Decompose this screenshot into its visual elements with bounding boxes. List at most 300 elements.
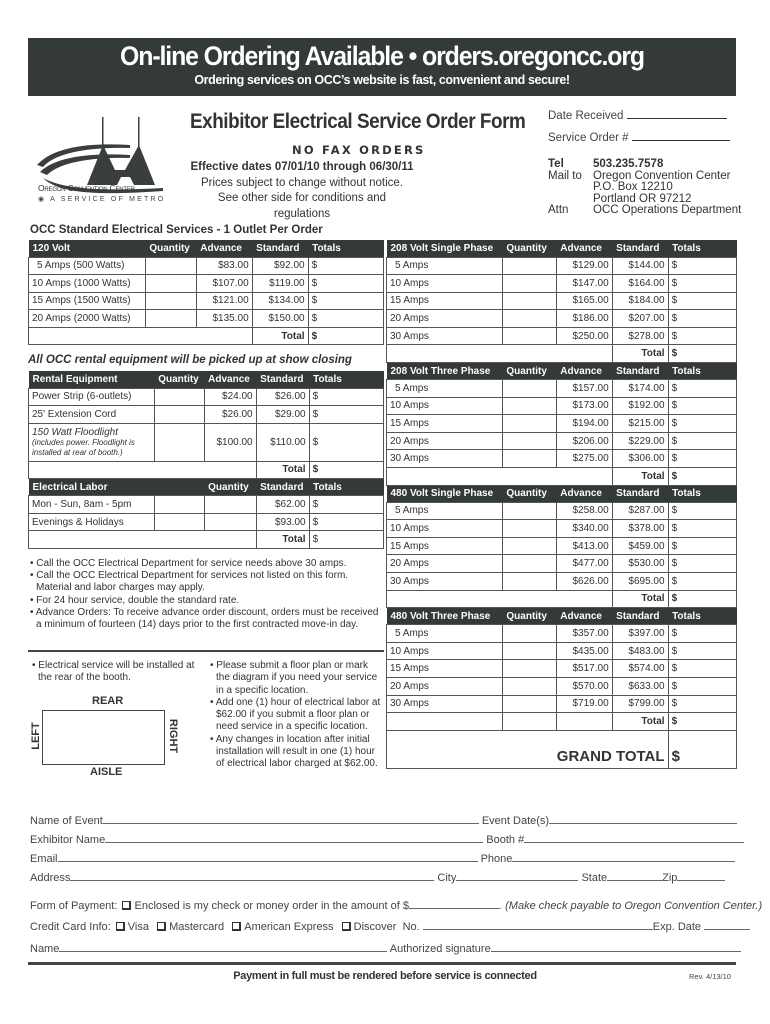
service-notes [28,558,384,631]
quantity-input[interactable] [502,573,556,591]
standard-price: $174.00 [612,380,668,398]
diagram-left-label: LEFT [29,722,42,750]
quantity-input[interactable] [502,380,556,398]
quantity-input[interactable] [502,397,556,415]
booth-diagram[interactable] [42,710,165,765]
advance-price: $107.00 [196,275,252,293]
quantity-input[interactable] [502,327,556,345]
col-advance: Advance [556,363,612,380]
floodlight-label: 150 Watt Floodlight [32,426,118,438]
advance-price: $413.00 [556,537,612,555]
dollar-sign: $ [671,715,678,727]
col-standard: Standard [612,608,668,625]
dollar-sign: $ [311,277,318,289]
col-standard: Standard [256,371,309,388]
col-advance: Advance [556,608,612,625]
note-item: • For 24 hour service, double the standard rate. [30,594,240,606]
conditions-note: See other side for conditions and regulations [217,192,387,220]
quantity-input[interactable] [502,450,556,468]
quantity-input[interactable] [502,292,556,310]
booth-label: Booth # [486,834,525,846]
standard-price: $287.00 [612,502,668,520]
quantity-input[interactable] [145,275,196,293]
quantity-input[interactable] [502,555,556,573]
row-total-input[interactable] [309,513,383,531]
col-advance: Advance [204,371,256,388]
visa-label: Visa [127,921,149,933]
table-row [387,310,737,328]
row-total-input[interactable] [309,388,383,406]
mail-line-2: P.O. Box 12210 [593,181,673,193]
exhibitor-name-label: Exhibitor Name [30,834,106,846]
zip-label: Zip [662,872,678,884]
quantity-input[interactable] [502,502,556,520]
advance-price: $157.00 [556,380,612,398]
col-title: 480 Volt Single Phase [387,485,503,502]
standard-price: $26.00 [256,388,309,406]
row-label: 10 Amps [387,642,503,660]
row-total-input[interactable] [668,642,736,660]
total-row [387,713,737,731]
online-ordering-banner [28,38,736,96]
event-dates-input[interactable] [549,814,737,824]
total-input[interactable] [309,461,383,479]
dollar-sign: $ [671,523,678,535]
quantity-input[interactable] [502,625,556,643]
row-label: 20 Amps [387,310,503,328]
card-number-input[interactable] [423,920,653,930]
dollar-sign: $ [671,313,678,325]
row-total-input[interactable] [308,275,383,293]
logo-tagline-text: A SERVICE OF METRO [50,196,166,203]
table-rental-equipment [28,371,384,549]
check-amount-input[interactable] [409,899,499,909]
dollar-sign: $ [312,534,319,546]
exp-date-input[interactable] [704,920,750,930]
col-title: 208 Volt Single Phase [387,240,503,257]
standard-price: $278.00 [612,327,668,345]
quantity-input[interactable] [204,496,256,514]
standard-price: $306.00 [612,450,668,468]
total-row [387,468,737,486]
row-total-input[interactable] [668,397,736,415]
standard-price: $574.00 [612,660,668,678]
row-total-input[interactable] [668,520,736,538]
row-total-input[interactable] [668,257,736,275]
row-total-input[interactable] [668,555,736,573]
table-header-row [29,479,384,496]
service-order-field[interactable] [548,130,730,144]
advance-price: $517.00 [556,660,612,678]
col-title: Rental Equipment [29,371,155,388]
row-total-input[interactable] [668,292,736,310]
standard-price: $144.00 [612,257,668,275]
row-label: 5 Amps [387,257,503,275]
standard-price: $229.00 [612,432,668,450]
discover-label: Discover [353,921,397,933]
row-total-input[interactable] [668,327,736,345]
event-dates-label: Event Date(s) [481,815,550,827]
table-120-volt [28,240,384,345]
col-totals: Totals [668,608,736,625]
note-item: • Add one (1) hour of electrical labor at $62.00 if you submit a floor plan or need service in a specific location. [210,696,381,733]
standard-price: $530.00 [612,555,668,573]
credit-card-label: Credit Card Info: [30,921,111,933]
row-label: Mon - Sun, 8am - 5pm [29,496,155,514]
quantity-input[interactable] [502,660,556,678]
total-input[interactable] [668,590,736,608]
payment-footer-note: Payment in full must be rendered before service is connected [233,970,537,982]
total-input[interactable] [668,468,736,486]
advance-price: $206.00 [556,432,612,450]
mastercard-checkbox[interactable] [157,922,166,931]
dollar-sign: $ [671,295,678,307]
total-row [29,461,384,479]
exhibitor-row [30,833,744,846]
standard-price: $92.00 [252,257,308,275]
email-input[interactable] [58,852,478,862]
row-label: 15 Amps [387,537,503,555]
row-total-input[interactable] [668,432,736,450]
row-total-input[interactable] [668,502,736,520]
zip-input[interactable] [677,871,725,881]
col-quantity: Quantity [502,608,556,625]
row-total-input[interactable] [668,380,736,398]
advance-price: $719.00 [556,695,612,713]
row-label: 10 Amps [387,397,503,415]
advance-price: $626.00 [556,573,612,591]
col-totals: Totals [309,371,383,388]
advance-price: $129.00 [556,257,612,275]
note-item: • Any changes in location after initial installation will result in one (1) hour of electrical labor charged at $62.00. [210,733,378,770]
table-header-row [387,363,737,380]
standard-price: $207.00 [612,310,668,328]
col-title: Electrical Labor [29,479,155,496]
dollar-sign: $ [671,698,678,710]
row-label: 15 Amps [387,415,503,433]
mastercard-label: Mastercard [169,921,225,933]
dollar-sign: $ [312,408,319,420]
footer-divider [28,962,736,965]
total-label: Total [612,590,668,608]
quantity-input[interactable] [502,415,556,433]
dollar-sign: $ [312,516,319,528]
quantity-input[interactable] [502,677,556,695]
table-row [387,257,737,275]
row-label: 10 Amps (1000 Watts) [29,275,146,293]
standard-price: $93.00 [256,513,309,531]
col-standard: Standard [612,485,668,502]
address-row [30,871,725,884]
signature-row [30,942,741,955]
dollar-sign: $ [671,540,678,552]
amex-checkbox[interactable] [232,922,241,931]
row-total-input[interactable] [668,677,736,695]
cardholder-name-input[interactable] [59,942,387,952]
payment-row [30,899,762,912]
col-totals: Totals [668,240,736,257]
quantity-input[interactable] [502,275,556,293]
col-quantity: Quantity [502,240,556,257]
col-totals: Totals [668,485,736,502]
row-label: 25' Extension Cord [29,406,155,424]
quantity-input[interactable] [502,642,556,660]
table-row [29,496,384,514]
table-row [387,292,737,310]
exhibitor-name-input[interactable] [105,833,483,843]
note-item: • Please submit a floor plan or mark the diagram if you need your service in a specific location. [210,660,378,696]
event-name-input[interactable] [103,814,479,824]
quantity-input[interactable] [502,432,556,450]
dollar-sign: $ [671,663,678,675]
standard-price: $633.00 [612,677,668,695]
total-input[interactable] [308,327,383,345]
dollar-sign: $ [671,645,678,657]
grand-total-input[interactable] [668,730,736,768]
row-label: 5 Amps [387,380,503,398]
advance-price: $357.00 [556,625,612,643]
row-total-input[interactable] [668,415,736,433]
quantity-input[interactable] [502,695,556,713]
mail-label: Mail to [548,169,582,182]
quantity-input[interactable] [154,423,204,461]
advance-price: $194.00 [556,415,612,433]
logo-name: Oregon Convention Center [38,183,135,193]
col-totals: Totals [668,363,736,380]
advance-price: $477.00 [556,555,612,573]
effective-dates-block [190,160,414,222]
attn-value: OCC Operations Department [593,204,742,216]
col-totals: Totals [309,479,383,496]
service-order-label: Service Order # [548,132,629,144]
quantity-input[interactable] [145,310,196,328]
total-input[interactable] [668,345,736,363]
dollar-sign: $ [671,418,678,430]
total-row [29,327,384,345]
effective-dates: Effective dates 07/01/10 through 06/30/11 [190,161,414,173]
table-row [29,292,384,310]
table-row [387,380,737,398]
dollar-sign: $ [671,558,678,570]
table-row [387,695,737,713]
col-quantity: Quantity [204,479,256,496]
row-total-input[interactable] [668,310,736,328]
row-label: 20 Amps (2000 Watts) [29,310,146,328]
mail-line-3: Portland OR 97212 [593,192,692,205]
dollar-sign: $ [312,499,319,511]
standard-services-heading: OCC Standard Electrical Services - 1 Outlet Per Order [30,224,323,236]
check-payable-note: . (Make check payable to Oregon Convention Center.) [499,900,763,912]
amex-label: American Express [244,921,334,933]
dollar-sign: $ [311,313,318,325]
dollar-sign: $ [671,435,678,447]
prices-note: Prices subject to change without notice. [200,176,403,189]
advance-price: $24.00 [204,388,256,406]
row-total-input[interactable] [308,310,383,328]
diagram-right-label: RIGHT [167,718,180,754]
quantity-input[interactable] [145,292,196,310]
table-row [387,450,737,468]
col-title: 480 Volt Three Phase [387,608,503,625]
dollar-sign: $ [671,627,678,639]
table-row [387,275,737,293]
row-total-input[interactable] [309,406,383,424]
col-advance: Advance [556,240,612,257]
floor-plan-notes [208,660,384,771]
address-label: Address [30,872,71,884]
no-fax-notice: NO FAX ORDERS [292,143,426,157]
booth-input[interactable] [524,833,744,843]
table-header-row [387,485,737,502]
table-row [387,520,737,538]
install-location-note [30,660,202,685]
section-divider [28,650,384,652]
total-row [29,531,384,549]
row-label: 30 Amps [387,450,503,468]
total-label: Total [256,461,309,479]
row-label [29,423,155,461]
address-input[interactable] [70,871,434,881]
total-input[interactable] [668,713,736,731]
phone-input[interactable] [512,852,735,862]
tel-label: Tel [548,158,564,170]
standard-price: $192.00 [612,397,668,415]
standard-price: $119.00 [252,275,308,293]
signature-input[interactable] [491,942,741,952]
row-label: 15 Amps (1500 Watts) [29,292,146,310]
row-total-input[interactable] [668,660,736,678]
dollar-sign: $ [671,680,678,692]
logo-tagline: ◉ A SERVICE OF METRO [38,196,166,203]
col-quantity: Quantity [502,485,556,502]
table-row [29,275,384,293]
col-standard: Standard [612,240,668,257]
banner-title: On-line Ordering Available • orders.oregoncc.org [120,41,644,71]
dollar-sign: $ [311,295,318,307]
service-order-input[interactable] [632,130,730,141]
dollar-sign: $ [671,453,678,465]
row-total-input[interactable] [309,423,383,461]
table-208-volt-single-phase [386,240,737,769]
advance-price: $147.00 [556,275,612,293]
check-checkbox[interactable] [122,901,131,910]
visa-checkbox[interactable] [116,922,125,931]
form-title: Exhibitor Electrical Service Order Form [190,110,526,133]
advance-price: $258.00 [556,502,612,520]
dollar-sign: $ [671,470,678,482]
tel-number: 503.235.7578 [593,158,664,170]
row-label: Power Strip (6-outlets) [29,388,155,406]
row-label: 15 Amps [387,292,503,310]
standard-price: $397.00 [612,625,668,643]
advance-price: $83.00 [196,257,252,275]
total-input[interactable] [309,531,383,549]
standard-price: $184.00 [612,292,668,310]
total-label: Total [612,468,668,486]
dollar-sign: $ [311,260,318,272]
event-row [30,814,737,827]
quantity-input[interactable] [502,520,556,538]
table-header-row [387,240,737,257]
total-label: Total [252,327,308,345]
event-name-label: Name of Event [30,815,103,827]
dollar-sign: $ [312,436,319,448]
standard-price: $215.00 [612,415,668,433]
quantity-input[interactable] [154,406,204,424]
standard-price: $459.00 [612,537,668,555]
row-label: 20 Amps [387,677,503,695]
table-row [387,327,737,345]
table-row [29,388,384,406]
advance-price: $250.00 [556,327,612,345]
dollar-sign: $ [671,330,678,342]
row-total-input[interactable] [309,496,383,514]
quantity-input[interactable] [204,513,256,531]
row-total-input[interactable] [668,537,736,555]
revision-date: Rev. 4/13/10 [689,972,731,981]
note-item: • Call the OCC Electrical Department for services not listed on this form. Material and labor charges may apply. [30,570,349,594]
col-title: 208 Volt Three Phase [387,363,503,380]
quantity-input[interactable] [502,310,556,328]
total-label: Total [612,345,668,363]
email-row [30,852,735,865]
quantity-input[interactable] [502,537,556,555]
attn-label: Attn [548,204,569,216]
row-label: 30 Amps [387,327,503,345]
state-input[interactable] [607,871,662,881]
dollar-sign: $ [671,747,680,765]
row-total-input[interactable] [668,695,736,713]
total-label: Total [256,531,309,549]
city-input[interactable] [456,871,578,881]
row-total-input[interactable] [668,275,736,293]
table-row [29,513,384,531]
table-row [29,406,384,424]
row-label: 5 Amps [387,502,503,520]
grand-total-label: GRAND TOTAL [387,730,669,768]
email-label: Email [30,853,58,865]
date-received-field[interactable] [548,108,727,122]
row-total-input[interactable] [668,625,736,643]
table-row [387,537,737,555]
check-text: Enclosed is my check or money order in the amount of $ [134,900,410,912]
quantity-input[interactable] [502,257,556,275]
row-total-input[interactable] [308,292,383,310]
table-row [387,642,737,660]
col-quantity: Quantity [154,371,204,388]
row-total-input[interactable] [308,257,383,275]
date-received-input[interactable] [627,108,727,119]
banner-subtitle: Ordering services on OCC’s website is fast, convenient and secure! [194,73,570,87]
total-row [387,590,737,608]
table-row [387,677,737,695]
quantity-input[interactable] [145,257,196,275]
diagram-aisle-label: AISLE [90,766,123,778]
table-row [387,432,737,450]
dollar-sign: $ [671,505,678,517]
discover-checkbox[interactable] [342,922,351,931]
card-number-label: No. [402,921,420,933]
row-total-input[interactable] [668,450,736,468]
quantity-input[interactable] [154,388,204,406]
table-row [387,573,737,591]
row-total-input[interactable] [668,573,736,591]
floodlight-sublabel: (includes power. Floodlight is installed at rear of booth.) [32,437,135,457]
date-received-label: Date Received [548,110,624,122]
row-label: 15 Amps [387,660,503,678]
mail-line-1: Oregon Convention Center [593,169,731,182]
exp-date-label: Exp. Date [652,921,702,933]
